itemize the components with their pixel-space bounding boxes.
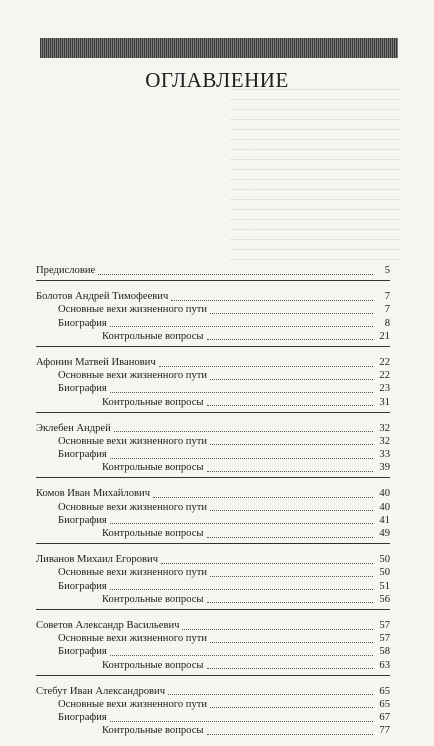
- dot-leader: [110, 522, 373, 524]
- toc-section-row[interactable]: [36, 396, 390, 409]
- toc-entry-label: Основные вехи жизненного пути: [58, 567, 208, 579]
- page-title: ОГЛАВЛЕНИЕ: [145, 68, 289, 92]
- toc-group: [36, 290, 390, 347]
- toc-group: [36, 685, 390, 738]
- toc-entry-label: Советов Александр Васильевич: [36, 619, 180, 631]
- toc-chapter-row[interactable]: [36, 264, 390, 277]
- toc-section-row[interactable]: [36, 461, 390, 474]
- toc-page-number: 49: [379, 528, 390, 539]
- toc-page-number: 57: [379, 619, 390, 631]
- toc-entry-label: Биография: [58, 449, 107, 461]
- toc-section-row[interactable]: [36, 711, 390, 724]
- toc-page-number: 31: [379, 396, 390, 408]
- toc-page-number: 65: [379, 685, 390, 697]
- toc-section-row[interactable]: [36, 645, 390, 658]
- toc-entry-label: Биография: [58, 317, 107, 329]
- toc-page-number: 77: [379, 725, 390, 737]
- dot-leader: [210, 706, 373, 708]
- toc-page-number: 32: [379, 435, 390, 447]
- toc-group: [36, 356, 390, 413]
- dot-leader: [207, 404, 373, 406]
- toc-page-number: 41: [379, 514, 390, 526]
- toc-section-row[interactable]: [36, 566, 390, 579]
- toc-entry-label: Контрольные вопросы: [102, 528, 204, 539]
- dot-leader: [210, 641, 373, 643]
- toc-entry-label: Биография: [58, 646, 107, 658]
- dot-leader: [182, 628, 373, 630]
- dot-leader: [110, 391, 373, 393]
- toc-section-row[interactable]: [36, 698, 390, 711]
- toc-entry-label: Контрольные вопросы: [102, 462, 204, 474]
- toc-chapter-row[interactable]: [36, 290, 390, 303]
- dot-leader: [110, 325, 373, 327]
- toc-entry-label: Биография: [58, 580, 107, 592]
- header-bar: [40, 38, 398, 58]
- toc-page-number: 33: [379, 449, 390, 461]
- toc-group: [36, 422, 390, 479]
- toc-entry-label: Эклебен Андрей: [36, 422, 111, 434]
- toc-page-number: 21: [379, 330, 390, 342]
- toc-entry-label: Контрольные вопросы: [102, 593, 204, 605]
- toc-section-row[interactable]: [36, 501, 390, 514]
- section-divider: [36, 543, 390, 544]
- dot-leader: [114, 430, 373, 432]
- dot-leader: [110, 720, 373, 722]
- toc-section-row[interactable]: [36, 448, 390, 461]
- dot-leader: [207, 338, 373, 340]
- dot-leader: [207, 536, 373, 538]
- toc-page-number: 50: [379, 567, 390, 579]
- toc-page-number: 39: [379, 462, 390, 474]
- dot-leader: [159, 365, 373, 367]
- dot-leader: [210, 378, 373, 380]
- toc-page-number: 22: [379, 356, 390, 368]
- toc-section-row[interactable]: [36, 593, 390, 606]
- section-divider: [36, 346, 390, 347]
- dot-leader: [207, 667, 373, 669]
- toc-group: [36, 619, 390, 676]
- bleed-through-text: [230, 80, 400, 260]
- toc-entry-label: Биография: [58, 383, 107, 395]
- toc-section-row[interactable]: [36, 382, 390, 395]
- toc-section-row[interactable]: [36, 330, 390, 343]
- toc-chapter-row[interactable]: [36, 553, 390, 566]
- dot-leader: [171, 299, 373, 301]
- toc-entry-label: Комов Иван Михайлович: [36, 488, 151, 500]
- dot-leader: [210, 443, 373, 445]
- toc-chapter-row[interactable]: [36, 619, 390, 632]
- dot-leader: [207, 601, 373, 603]
- toc-page-number: 22: [379, 370, 390, 382]
- section-divider: [36, 280, 390, 281]
- toc-entry-label: Стебут Иван Александрович: [36, 685, 166, 697]
- toc-page-number: 56: [379, 593, 390, 605]
- toc-page-number: 65: [379, 698, 390, 710]
- toc-entry-label: Болотов Андрей Тимофеевич: [36, 291, 169, 303]
- toc-section-row[interactable]: [36, 527, 390, 540]
- toc-section-row[interactable]: [36, 317, 390, 330]
- toc-page-number: 40: [379, 488, 390, 500]
- toc-entry-label: Контрольные вопросы: [102, 396, 204, 408]
- toc-chapter-row[interactable]: [36, 422, 390, 435]
- dot-leader: [207, 470, 373, 472]
- toc-group: [36, 553, 390, 610]
- toc-entry-label: Основные вехи жизненного пути: [58, 370, 208, 382]
- toc-entry-label: Биография: [58, 514, 107, 526]
- toc-entry-label: Контрольные вопросы: [102, 330, 204, 342]
- toc-entry-label: Основные вехи жизненного пути: [58, 698, 208, 710]
- toc-section-row[interactable]: [36, 632, 390, 645]
- dot-leader: [110, 654, 373, 656]
- dot-leader: [110, 588, 373, 590]
- dot-leader: [110, 457, 373, 459]
- dot-leader: [168, 693, 373, 695]
- dot-leader: [210, 575, 373, 577]
- toc-entry-label: Предисловие: [36, 265, 96, 276]
- toc-group: [36, 487, 390, 544]
- toc-page-number: 58: [379, 646, 390, 658]
- toc-section-row[interactable]: [36, 580, 390, 593]
- toc-page-number: 5: [384, 265, 390, 276]
- toc-page-number: 67: [379, 712, 390, 724]
- toc-entry-label: Афонин Матвей Иванович: [36, 356, 156, 368]
- toc-page-number: 40: [379, 501, 390, 513]
- toc-page-number: 7: [384, 304, 390, 316]
- toc-page-number: 23: [379, 383, 390, 395]
- toc-entry-label: Основные вехи жизненного пути: [58, 304, 208, 316]
- dot-leader: [153, 496, 373, 498]
- toc-chapter-row[interactable]: [36, 487, 390, 500]
- dot-leader: [210, 312, 373, 314]
- toc-entry-label: Основные вехи жизненного пути: [58, 435, 208, 447]
- toc-entry-label: Ливанов Михаил Егорович: [36, 554, 159, 566]
- toc-page-number: 50: [379, 554, 390, 566]
- toc-section-row[interactable]: [36, 514, 390, 527]
- toc-page-number: 32: [379, 422, 390, 434]
- toc-page-number: 7: [384, 291, 390, 303]
- dot-leader: [210, 509, 373, 511]
- toc-entry-label: Биография: [58, 712, 107, 724]
- toc-page-number: 51: [379, 580, 390, 592]
- toc-section-row[interactable]: [36, 724, 390, 737]
- toc-section-row[interactable]: [36, 435, 390, 448]
- toc-section-row[interactable]: [36, 369, 390, 382]
- toc-chapter-row[interactable]: [36, 685, 390, 698]
- toc-page-number: 8: [384, 317, 390, 329]
- toc-entry-label: Контрольные вопросы: [102, 725, 204, 737]
- dot-leader: [161, 562, 373, 564]
- dot-leader: [207, 733, 373, 735]
- toc-section-row[interactable]: [36, 303, 390, 316]
- toc-entry-label: Контрольные вопросы: [102, 659, 204, 671]
- section-divider: [36, 412, 390, 413]
- toc-entry-label: Основные вехи жизненного пути: [58, 501, 208, 513]
- toc-entry-label: Основные вехи жизненного пути: [58, 633, 208, 645]
- toc-group: [36, 264, 390, 281]
- toc-page-number: 57: [379, 633, 390, 645]
- toc-page-number: 63: [379, 659, 390, 671]
- section-divider: [36, 675, 390, 676]
- toc-section-row[interactable]: [36, 659, 390, 672]
- table-of-contents: [36, 264, 390, 746]
- dot-leader: [98, 273, 373, 275]
- section-divider: [36, 609, 390, 610]
- section-divider: [36, 477, 390, 478]
- toc-chapter-row[interactable]: [36, 356, 390, 369]
